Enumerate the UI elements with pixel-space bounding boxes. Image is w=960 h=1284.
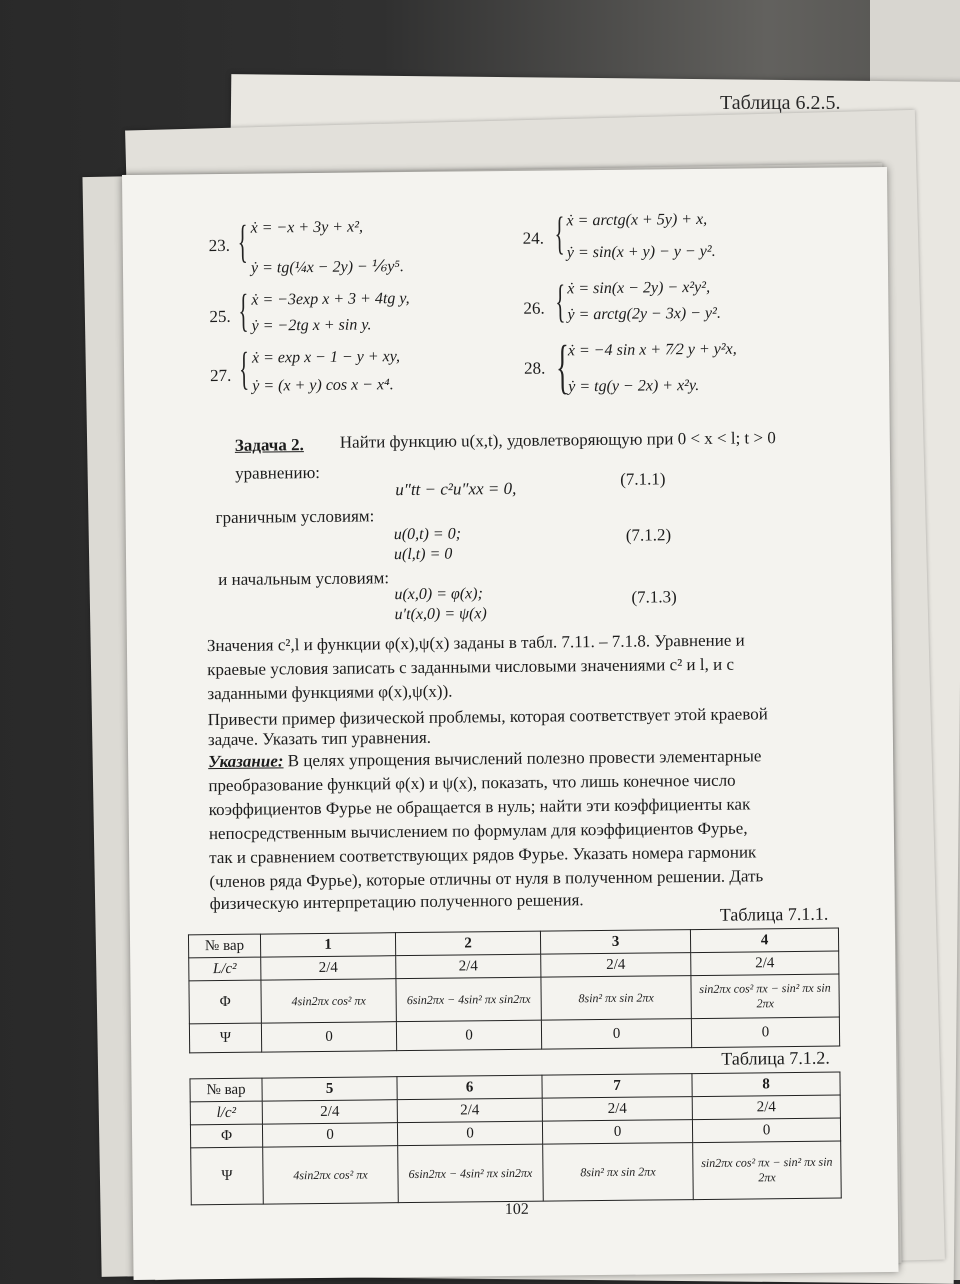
paragraph-1-line-2: краевые условия записать с заданными числовыми значениями c² и l, и с: [207, 654, 735, 680]
system-28-eq2: ẏ = tg(y − 2x) + x²y.: [568, 376, 700, 396]
system-26-number: 26.: [523, 298, 545, 318]
boundary-label: граничным условиям:: [215, 506, 375, 528]
table-7-1-1: [188, 928, 840, 1054]
system-23-eq1: ẋ = −x + 3y + x²,: [250, 218, 364, 237]
system-25-eq1: ẋ = −3exp x + 3 + 4tg y,: [251, 289, 410, 309]
system-28-number: 28.: [523, 358, 546, 378]
table-row-label: Φ: [189, 980, 261, 1024]
wave-equation: u″tt − c²u″xx = 0,: [395, 478, 517, 500]
hint-line-3: непосредственным вычислением по формулам для коэффициентов Фурье,: [208, 818, 748, 844]
system-24-number: 24.: [522, 228, 545, 248]
system-23-number: 23.: [208, 235, 231, 256]
table-col-header: 5: [262, 1077, 397, 1101]
table-cell: 6sin2πx − 4sin² πx sin2πx: [398, 1144, 544, 1203]
table-cell: 2/4: [692, 1095, 840, 1120]
page-number: 102: [504, 1200, 529, 1219]
paragraph-2-line-2: задаче. Указать тип уравнения.: [207, 727, 432, 750]
table-cell: 6sin2πx − 4sin² πx sin2πx: [396, 977, 541, 1022]
hint-first-text: В целях упрощения вычислений полезно провести элементарные: [287, 746, 762, 771]
table-col-header: 8: [692, 1072, 840, 1097]
system-27-brace: {: [238, 342, 250, 394]
paragraph-1-line-1: Значения c²,l и функции φ(x),ψ(x) заданы в табл. 7.11. – 7.1.8. Уравнение и: [206, 630, 745, 656]
table-7-1-2: [189, 1072, 841, 1206]
table-cell: 8sin² πx sin 2πx: [543, 1143, 694, 1202]
document-page: [122, 167, 899, 1280]
equation-ref-7-1-3: (7.1.3): [631, 587, 677, 607]
table-cell: 2/4: [541, 953, 691, 978]
system-24-eq1: ẋ = arctg(x + 5y) + x,: [566, 210, 708, 230]
paragraph-2-line-1: Привести пример физической проблемы, которая соответствует этой краевой: [207, 704, 768, 730]
table-cell: 0: [396, 1020, 541, 1051]
hint-line-2: коэффициентов Фурье не обращается в нуль; найти эти коэффициенты как: [208, 794, 751, 820]
boundary-condition-1: u(0,t) = 0;: [393, 525, 462, 544]
table-cell: 4sin2πx cos² πx: [263, 1146, 399, 1204]
system-28-eq1: ẋ = −4 sin x + 7⁄2 y + y²x,: [567, 340, 737, 360]
boundary-condition-2: u(l,t) = 0: [393, 545, 453, 564]
equation-ref-7-1-1: (7.1.1): [620, 469, 666, 489]
hint-label: Указание:: [208, 751, 284, 772]
table-cell: 0: [262, 1123, 397, 1147]
equation-label: уравнению:: [235, 462, 321, 483]
hint-line-5: (членов ряда Фурье), которые отличны от нуля в полученном решении. Дать: [209, 866, 764, 892]
table-cell: 2/4: [396, 954, 541, 979]
initial-condition-2: u′t(x,0) = ψ(x): [394, 605, 487, 624]
table-row-label: Ψ: [189, 1023, 261, 1053]
table-cell: sin2πx cos² πx − sin² πx sin 2πx: [691, 974, 839, 1019]
table-col-header: 3: [540, 930, 690, 955]
system-25-brace: {: [238, 284, 249, 336]
table-col-header: 6: [397, 1075, 542, 1100]
table-col-header: 1: [260, 933, 395, 957]
table-cell: 0: [261, 1022, 396, 1052]
table-cell: sin2πx cos² πx − sin² πx sin 2πx: [693, 1141, 842, 1200]
table-cell: 0: [542, 1120, 692, 1145]
table-cell: 2/4: [542, 1097, 692, 1122]
table-corner: № вар: [190, 1078, 262, 1102]
system-27-eq1: ẋ = exp x − 1 − y + xy,: [251, 348, 401, 367]
table-cell: 2/4: [261, 956, 396, 980]
table-cell: 2/4: [262, 1100, 397, 1124]
table-1-caption: Таблица 7.1.1.: [719, 903, 829, 925]
hint-line-4: так и сравнением соответствующих рядов Фурье. Указать номера гармоник: [209, 842, 757, 868]
table-row-label: l/c²: [190, 1101, 262, 1125]
system-25-eq2: ẏ = −2tg x + sin y.: [251, 316, 372, 335]
table-row: [189, 1017, 839, 1053]
system-26-eq1: ẋ = sin(x − 2y) − x²y²,: [567, 278, 711, 298]
table-cell: 0: [691, 1017, 839, 1048]
hint-line-6: физическую интерпретацию полученного решения.: [209, 890, 584, 914]
table-row: [191, 1141, 842, 1205]
system-28-brace: {: [555, 333, 570, 400]
table-cell: 4sin2πx cos² πx: [261, 979, 396, 1023]
system-26-eq2: ẏ = arctg(2y − 3x) − y².: [567, 304, 722, 324]
hint-line-1: преобразование функций φ(x) и ψ(x), показать, что лишь конечное число: [208, 770, 736, 796]
table-col-header: 7: [542, 1074, 692, 1099]
system-24-eq2: ẏ = sin(x + y) − y − y².: [566, 242, 716, 262]
table-cell: 2/4: [397, 1098, 542, 1123]
initial-condition-1: u(x,0) = φ(x);: [394, 585, 483, 604]
system-23-eq2: ẏ = tg(¼x − 2y) − ⅙y⁵.: [250, 258, 405, 277]
system-25-number: 25.: [209, 306, 231, 327]
hint-first-line: [208, 746, 761, 772]
table-corner: № вар: [188, 934, 260, 958]
system-26-brace: {: [555, 275, 566, 327]
table-row: [189, 974, 839, 1024]
table-col-header: 4: [690, 928, 838, 953]
table-cell: 2/4: [691, 951, 839, 976]
table-col-header: 2: [395, 931, 540, 956]
table-row-label: Ψ: [191, 1147, 264, 1205]
table-cell: 0: [397, 1121, 542, 1146]
system-27-eq2: ẏ = (x + y) cos x − x⁴.: [252, 376, 394, 395]
table-cell: 0: [692, 1118, 840, 1143]
system-27-number: 27.: [210, 365, 232, 386]
task-intro: Найти функцию u(x,t), удовлетворяющую при 0 < x < l; t > 0: [339, 428, 776, 452]
paragraph-1-line-3: заданными функциями φ(x),ψ(x)).: [207, 681, 453, 704]
task-title: Задача 2.: [234, 435, 304, 455]
table-cell: 8sin² πx sin 2πx: [541, 976, 691, 1021]
system-24-brace: {: [554, 207, 565, 259]
table-cell: 0: [541, 1019, 691, 1050]
equation-ref-7-1-2: (7.1.2): [625, 525, 672, 545]
table-row-label: L/c²: [189, 957, 261, 981]
initial-label: и начальным условиям:: [218, 568, 390, 590]
table-2-caption: Таблица 7.1.2.: [721, 1047, 830, 1069]
table-row-label: Φ: [190, 1124, 262, 1148]
background-table-caption: Таблица 6.2.5.: [720, 92, 841, 114]
system-23-brace: {: [237, 215, 248, 267]
